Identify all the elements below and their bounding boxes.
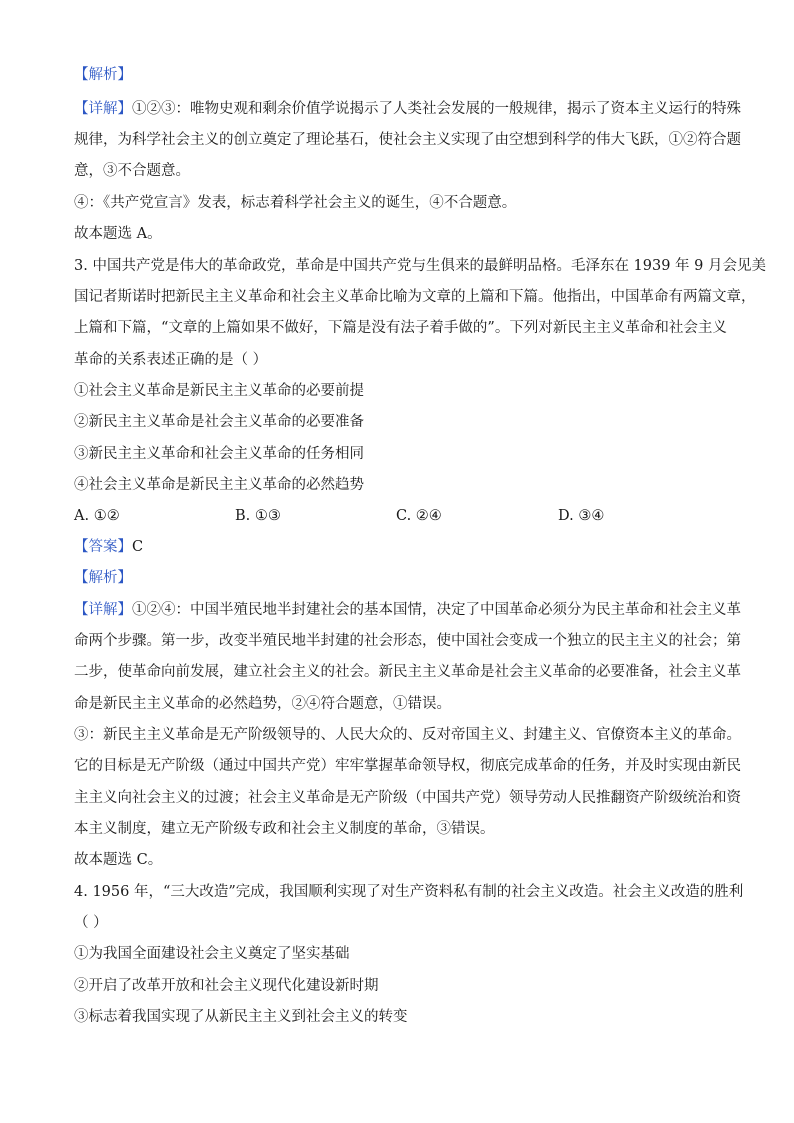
question-3-item: ④社会主义革命是新民主主义革命的必然趋势 bbox=[74, 477, 364, 493]
question-4-item: ③标志着我国实现了从新民主主义到社会主义的转变 bbox=[74, 1009, 408, 1025]
explanation-line: 意，③不合题意。 bbox=[74, 163, 190, 179]
question-4-blank: （ ） bbox=[74, 915, 108, 931]
analysis-tag: 【解析】 bbox=[74, 570, 132, 586]
explanation-line: 【详解】①②④：中国半殖民地半封建社会的基本国情，决定了中国革命必须分为民主革命和社会主义革 bbox=[74, 602, 741, 618]
explanation-line: 故本题选 A。 bbox=[74, 226, 162, 242]
answer-line bbox=[74, 537, 143, 557]
option-d: D. ③④ bbox=[558, 508, 605, 524]
explanation-line: 主主义向社会主义的过渡；社会主义革命是无产阶级（中国共产党）领导劳动人民推翻资产阶级统治和资 bbox=[74, 790, 741, 806]
explanation-line: ③：新民主主义革命是无产阶级领导的、人民大众的、反对帝国主义、封建主义、官僚资本主义的革命。 bbox=[74, 727, 741, 743]
question-4-item: ②开启了改革开放和社会主义现代化建设新时期 bbox=[74, 978, 379, 994]
option-c: C. ②④ bbox=[396, 508, 442, 524]
question-3-stem: 上篇和下篇，“文章的上篇如果不做好，下篇是没有法子着手做的”。下列对新民主主义革命和社会主义 bbox=[74, 320, 727, 336]
question-3-stem: 3. 中国共产党是伟大的革命政党，革命是中国共产党与生俱来的最鲜明品格。毛泽东在 1939 年 9 月会见美 bbox=[74, 258, 767, 274]
explanation-line: 它的目标是无产阶级（通过中国共产党）牢牢掌握革命领导权，彻底完成革命的任务，并及时实现由新民 bbox=[74, 758, 741, 774]
explanation-line: 故本题选 C。 bbox=[74, 852, 163, 868]
explanation-line: 本主义制度，建立无产阶级专政和社会主义制度的革命，③错误。 bbox=[74, 821, 495, 837]
question-3-stem: 革命的关系表述正确的是（ ） bbox=[74, 352, 268, 368]
detail-tag: 【详解】 bbox=[74, 602, 132, 618]
option-a: A. ①② bbox=[74, 508, 120, 524]
explanation-line: 【详解】①②③：唯物史观和剩余价值学说揭示了人类社会发展的一般规律，揭示了资本主义运行的特殊 bbox=[74, 101, 741, 117]
explanation-line: 命是新民主主义革命的必然趋势，②④符合题意，①错误。 bbox=[74, 696, 451, 712]
question-3-item: ①社会主义革命是新民主主义革命的必要前提 bbox=[74, 383, 364, 399]
explanation-line: ④：《共产党宣言》发表，标志着科学社会主义的诞生，④不合题意。 bbox=[74, 195, 517, 211]
analysis-tag: 【解析】 bbox=[74, 67, 132, 83]
question-3-stem: 国记者斯诺时把新民主主义革命和社会主义革命比喻为文章的上篇和下篇。他指出，中国革命有两篇文章， bbox=[74, 289, 756, 305]
answer-value: C bbox=[132, 539, 144, 555]
explanation-line: 命两个步骤。第一步，改变半殖民地半封建的社会形态，使中国社会变成一个独立的民主主义的社会；第 bbox=[74, 633, 741, 649]
question-3-item: ③新民主主义革命和社会主义革命的任务相同 bbox=[74, 446, 364, 462]
explanation-line: 二步，使革命向前发展，建立社会主义的社会。新民主主义革命是社会主义革命的必要准备，社会主义革 bbox=[74, 664, 741, 680]
question-4-item: ①为我国全面建设社会主义奠定了坚实基础 bbox=[74, 946, 350, 962]
explanation-line: 规律，为科学社会主义的创立奠定了理论基石，使社会主义实现了由空想到科学的伟大飞跃，①②符合题 bbox=[74, 132, 741, 148]
question-4-stem: 4. 1956 年，“三大改造”完成，我国顺利实现了对生产资料私有制的社会主义改造。社会主义改造的胜利 bbox=[74, 884, 744, 900]
question-3-item: ②新民主主义革命是社会主义革命的必要准备 bbox=[74, 414, 364, 430]
option-b: B. ①③ bbox=[235, 508, 281, 524]
detail-tag: 【详解】 bbox=[74, 101, 132, 117]
answer-tag: 【答案】 bbox=[74, 539, 132, 555]
